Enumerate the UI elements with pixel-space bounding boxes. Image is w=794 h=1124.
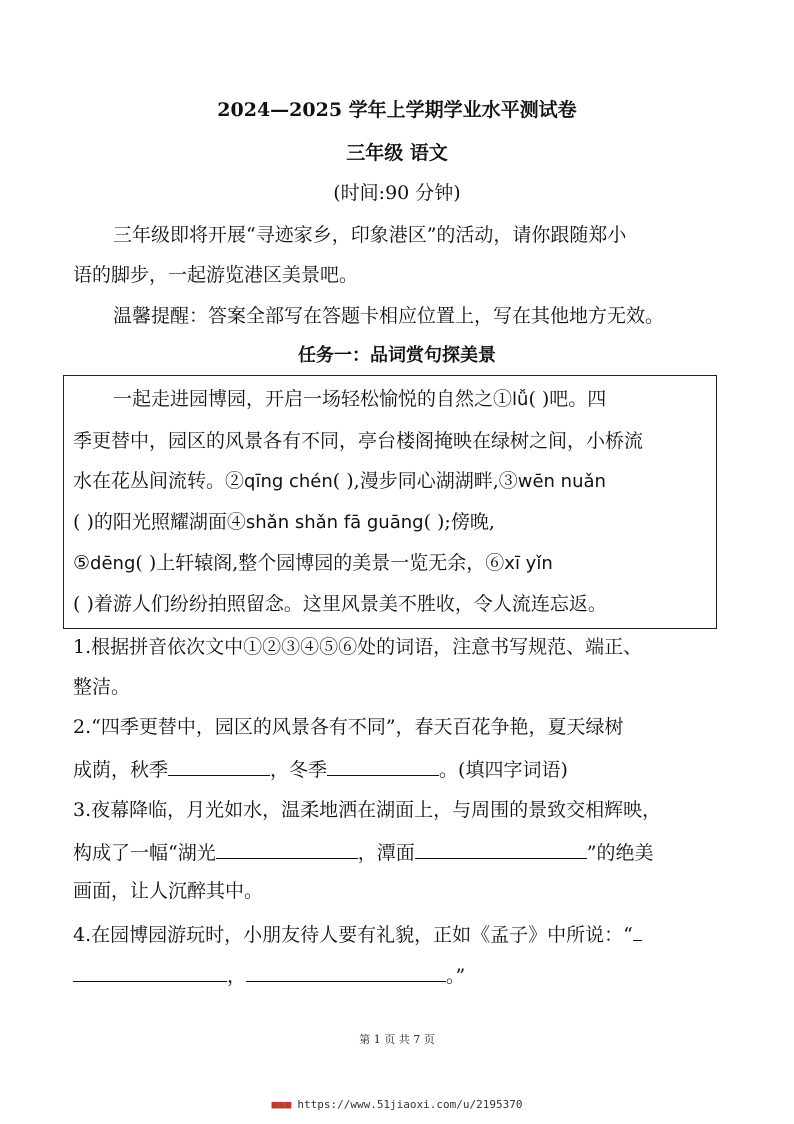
pinyin-1: lǚ: [512, 389, 529, 410]
watermark-url: https://www.51jiaoxi.com/u/2195370: [297, 1098, 523, 1111]
question-2-line-2: 成荫，秋季 ，冬季 。(填四字词语): [73, 755, 568, 783]
question-1-line-2: 整洁。: [73, 676, 131, 698]
question-3-line-1: 3.夜幕降临，月光如水，温柔地洒在湖面上，与周围的景致交相辉映，: [73, 799, 662, 821]
pinyin-6: xī yǐn: [504, 553, 553, 574]
pinyin-5: dēng: [90, 553, 136, 574]
passage-line-3: 水在花丛间流转。②qīng chén( ),漫步同心湖湖畔,③wēn nuǎn: [73, 470, 606, 492]
answer-blank-autumn[interactable]: [168, 755, 270, 776]
exam-time: (时间:90 分钟): [333, 182, 461, 204]
exam-title: 2024—2025 学年上学期学业水平测试卷: [217, 99, 577, 121]
passage-line-2: 季更替中，园区的风景各有不同，亭台楼阁掩映在绿树之间，小桥流: [73, 430, 644, 452]
question-3-line-2: 构成了一幅“湖光 ，潭面 ”的绝美: [73, 838, 653, 866]
question-4-line-2: ， 。”: [73, 961, 465, 989]
pinyin-2: qīng chén: [244, 471, 333, 492]
answer-blank-lake[interactable]: [216, 838, 358, 859]
question-4-line-1: 4.在园博园游玩时，小朋友待人要有礼貌，正如《孟子》中所说：“: [73, 920, 642, 948]
passage-line-5: ⑤dēng( )上轩辕阁,整个园博园的美景一览无余，⑥xī yǐn: [73, 552, 553, 574]
answer-blank-winter[interactable]: [327, 755, 439, 776]
question-3-line-3: 画面，让人沉醉其中。: [73, 880, 264, 902]
intro-line-2: 语的脚步，一起游览港区美景吧。: [73, 264, 359, 286]
passage-line-4: ( )的阳光照耀湖面④shǎn shǎn fā guāng( );傍晚,: [73, 511, 495, 533]
pinyin-4: shǎn shǎn fā guāng: [245, 512, 424, 533]
intro-line-1: 三年级即将开展“寻迹家乡，印象港区”的活动，请你跟随郑小: [113, 224, 627, 246]
answer-blank-mengzi-1[interactable]: [73, 961, 227, 982]
answer-blank-mengzi-2[interactable]: [246, 961, 446, 982]
passage-line-6: ( )着游人们纷纷拍照留念。这里风景美不胜收，令人流连忘返。: [73, 593, 607, 615]
answer-blank-mengzi-start[interactable]: [633, 920, 642, 941]
answer-blank-pond[interactable]: [415, 838, 587, 859]
reminder: 温馨提醒：答案全部写在答题卡相应位置上，写在其他地方无效。: [113, 305, 665, 327]
exam-subtitle: 三年级 语文: [346, 142, 448, 164]
page-number: 第 1 页 共 7 页: [359, 1033, 435, 1046]
passage-line-1: 一起走进园博园，开启一场轻松愉悦的自然之①lǚ( )吧。四: [113, 388, 607, 410]
watermark-logo: ■■■: [271, 1098, 292, 1111]
question-2-line-1: 2.“四季更替中，园区的风景各有不同”，春天百花争艳，夏天绿树: [73, 716, 624, 738]
task1-title: 任务一：品词赏句探美景: [298, 345, 496, 366]
pinyin-3: wēn nuǎn: [517, 471, 606, 492]
question-1-line-1: 1.根据拼音依次文中①②③④⑤⑥处的词语，注意书写规范、端正、: [73, 636, 643, 658]
watermark: [0, 1098, 794, 1111]
